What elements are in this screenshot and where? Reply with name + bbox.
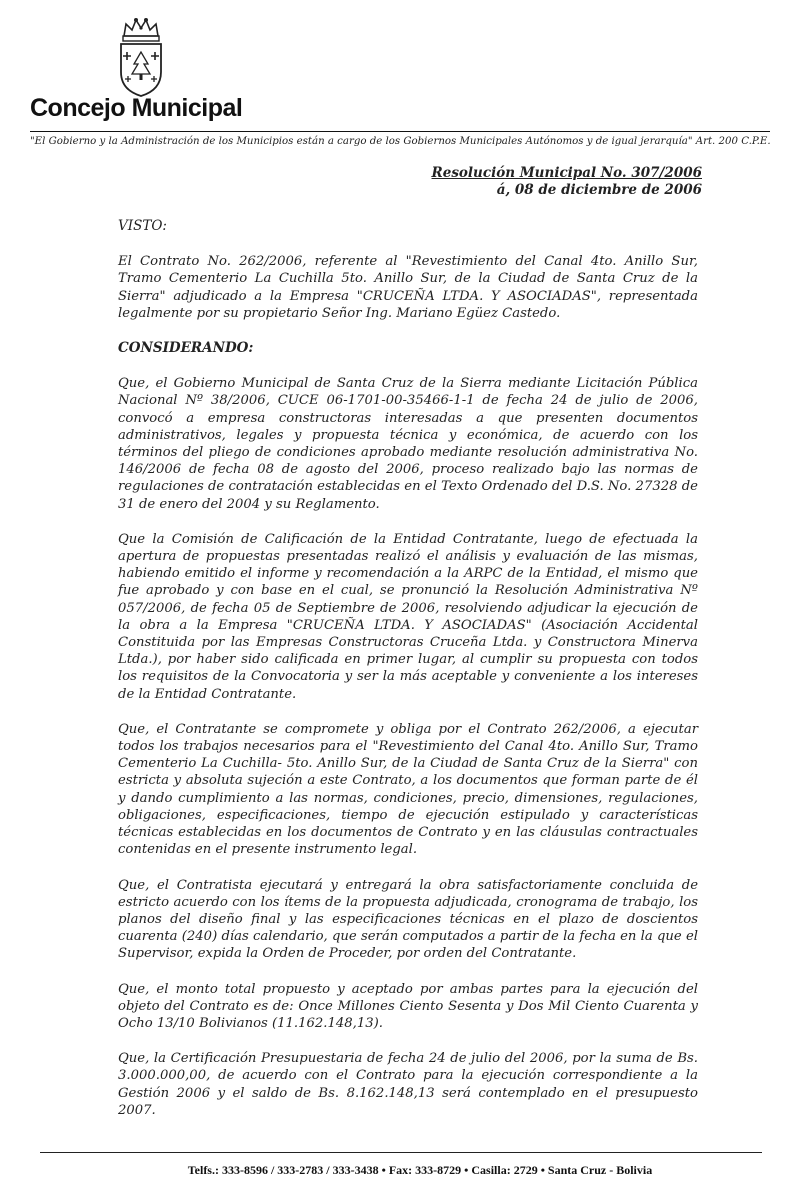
considerando-paragraph: Que, el monto total propuesto y aceptado por ambas partes para la ejecución del objeto del Contrato es de: Once Millones Ciento Sesenta y Dos Mil Ciento Cuarenta y Ocho 13/10 Bolivianos (11.162.148,13). (118, 981, 698, 1031)
considerando-heading: CONSIDERANDO: (118, 340, 254, 357)
council-name: Concejo Municipal (30, 94, 243, 122)
visto-paragraph: El Contrato No. 262/2006, referente al "Revestimiento del Canal 4to. Anillo Sur, Tramo Cementerio La Cuchilla 5to. Anillo Sur, de la Ciudad de Santa Cruz de la Sierra" adjudicado a la Empresa "CRUCEÑA LTDA. Y ASOCIADAS", representada legalmente por su propietario Señor Ing. Mariano Egüez Castedo. (118, 254, 698, 321)
header-divider (30, 131, 770, 132)
considerando-paragraph: Que, el Gobierno Municipal de Santa Cruz de la Sierra mediante Licitación Pública Nacional Nº 38/2006, CUCE 06-1701-00-35466-1-1 de fecha 24 de julio de 2006, convocó a empresa constructoras interesadas a que presenten documentos administrativos, legales y propuesta técnica y económica, de acuerdo con los términos del pliego de condiciones aprobado mediante resolución administrativa No. 146/2006 de fecha 08 de agosto del 2006, proceso realizado bajo las normas de regulaciones de contratación establecidas en el Texto Ordenado del D.S. No. 27328 de 31 de enero del 2004 y su Reglamento. (118, 376, 698, 512)
considerando-paragraph: Que la Comisión de Calificación de la Entidad Contratante, luego de efectuada la apertura de propuestas presentadas realizó el análisis y evaluación de las mismas, habiendo emitido el informe y recomendación a la ARPC de la Entidad, el mismo que fue aprobado y con base en el cual, se pronunció la Resolución Administrativa Nº 057/2006, de fecha 05 de Septiembre de 2006, resolviendo adjudicar la ejecución de la obra a la Empresa "CRUCEÑA LTDA. Y ASOCIADAS" (Asociación Accidental Constituida por las Empresas Constructoras Cruceña Ltda. y Constructora Minerva Ltda.), por haber sido calificada en primer lugar, al cumplir su propuesta con todos los requisitos de la Convocatoria y ser la más aceptable y conveniente a los intereses de la Entidad Contratante. (118, 531, 698, 702)
resolution-number: Resolución Municipal No. 307/2006 (431, 165, 702, 181)
considerando-paragraph: Que, el Contratante se compromete y obliga por el Contrato 262/2006, a ejecutar todos los trabajos necesarios para el "Revestimiento del Canal 4to. Anillo Sur, Tramo Cementerio La Cuchilla- 5to. Anillo Sur, de la Ciudad de Santa Cruz de la Sierra" con estricta y absoluta sujeción a este Contrato, a los documentos que forman parte de él y dando cumplimiento a las normas, condiciones, precio, dimensiones, regulaciones, obligaciones, especificaciones, tiempo de ejecución estipulado y características técnicas establecidas en los documentos de Contrato y en las cláusulas contractuales contenidas en el presente instrumento legal. (118, 721, 698, 858)
document-body (118, 218, 698, 1137)
resolution-date: á, 08 de diciembre de 2006 (496, 182, 702, 198)
visto-heading: VISTO: (118, 218, 167, 234)
footer-divider (40, 1152, 762, 1153)
considerando-paragraph: Que, la Certificación Presupuestaria de fecha 24 de julio del 2006, por la suma de Bs. 3.000.000,00, de acuerdo con el Contrato para la ejecución correspondiente a la Gestión 2006 y el saldo de Bs. 8.162.148,13 será contemplado en el presupuesto 2007. (118, 1051, 698, 1118)
header-motto: "El Gobierno y la Administración de los Municipios están a cargo de los Gobiernos Municipales Autónomos y de igual jerarquía" Art. 200 C.P.E. (30, 136, 771, 147)
coat-of-arms-icon (116, 16, 166, 100)
footer-contact: Telfs.: 333-8596 / 333-2783 / 333-3438 • Fax: 333-8729 • Casilla: 2729 • Santa Cruz - Bolivia (187, 1163, 653, 1177)
considerando-paragraph: Que, el Contratista ejecutará y entregará la obra satisfactoriamente concluida de estricto acuerdo con los ítems de la propuesta adjudicada, cronograma de trabajo, los planos del diseño final y las especificaciones técnicas en el plazo de doscientos cuarenta (240) días calendario, que serán computados a partir de la fecha en la que el Supervisor, expida la Orden de Proceder, por orden del Contratante. (118, 877, 698, 962)
